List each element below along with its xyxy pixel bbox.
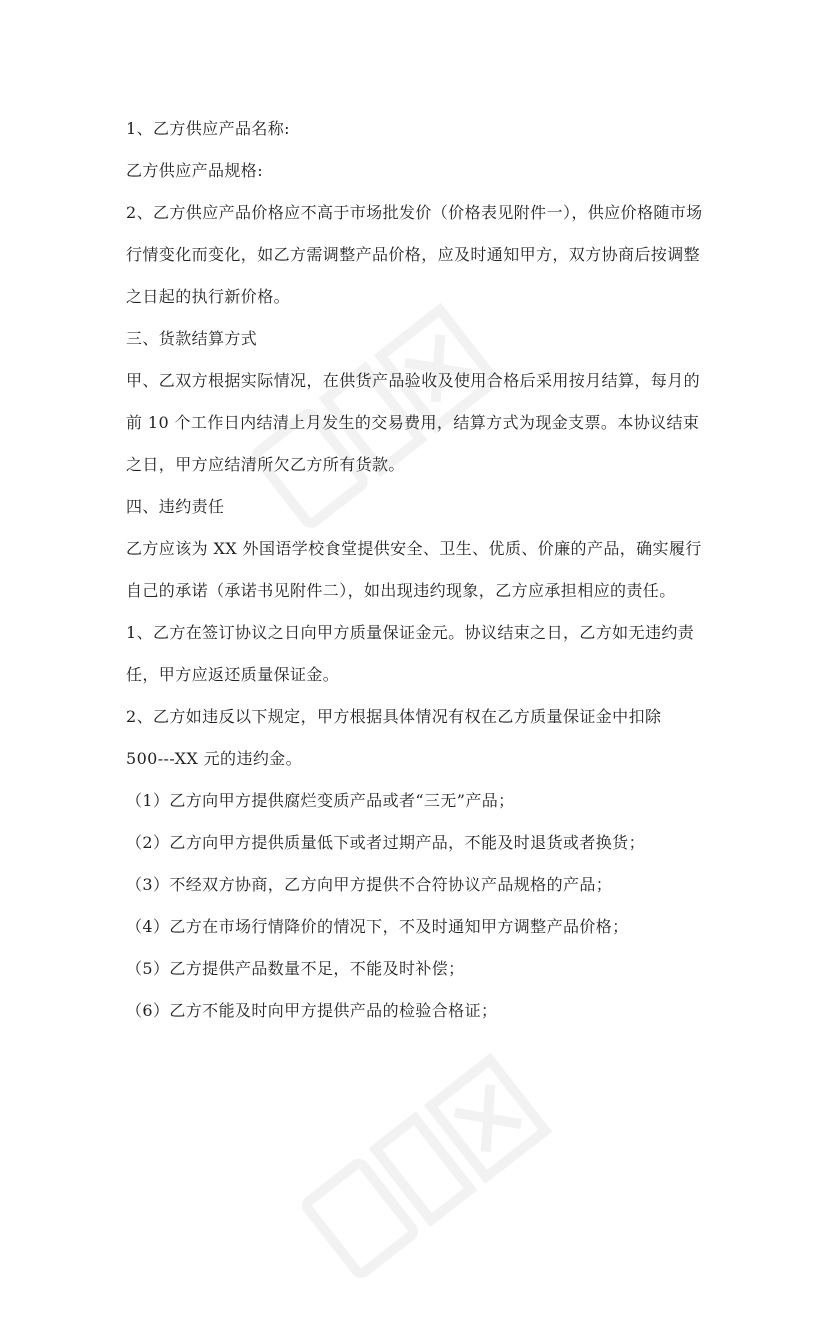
text-line: 2、乙方如违反以下规定，甲方根据具体情况有权在乙方质量保证金中扣除 <box>126 707 662 726</box>
text-line: 1、乙方供应产品名称: <box>126 119 290 138</box>
document-body <box>126 108 716 1032</box>
text-line: 甲、乙双方根据实际情况，在供货产品验收及使用合格后采用按月结算，每月的 <box>126 371 701 390</box>
text-line: 任，甲方应返还质量保证金。 <box>126 665 340 684</box>
text-line: 1、乙方在签订协议之日向甲方质量保证金元。协议结束之日，乙方如无违约责 <box>126 623 695 642</box>
text-line: 前 10 个工作日内结清上月发生的交易费用，结算方式为现金支票。本协议结束 <box>126 413 700 432</box>
text-line: 自己的承诺（承诺书见附件二），如出现违约现象，乙方应承担相应的责任。 <box>126 581 676 600</box>
section-heading: 三、货款结算方式 <box>126 329 258 348</box>
text-line: 乙方供应产品规格: <box>126 161 263 180</box>
list-item: （1）乙方向甲方提供腐烂变质产品或者“三无”产品； <box>126 791 515 810</box>
text-line: 2、乙方供应产品价格应不高于市场批发价（价格表见附件一），供应价格随市场 <box>126 203 703 222</box>
list-item: （2）乙方向甲方提供质量低下或者过期产品，不能及时退货或者换货； <box>126 833 645 852</box>
text-line: 乙方应该为 XX 外国语学校食堂提供安全、卫生、优质、价廉的产品，确实履行 <box>126 539 702 558</box>
text-line: 500---XX 元的违约金。 <box>126 749 303 768</box>
list-item: （4）乙方在市场行情降价的情况下，不及时通知甲方调整产品价格； <box>126 917 629 936</box>
list-item: （5）乙方提供产品数量不足，不能及时补偿； <box>126 959 465 978</box>
section-heading: 四、违约责任 <box>126 497 225 516</box>
list-item: （3）不经双方协商，乙方向甲方提供不合符协议产品规格的产品； <box>126 875 613 894</box>
text-line: 之日，甲方应结清所欠乙方所有货款。 <box>126 455 405 474</box>
list-item: （6）乙方不能及时向甲方提供产品的检验合格证； <box>126 1001 498 1020</box>
text-line: 行情变化而变化，如乙方需调整产品价格，应及时通知甲方，双方协商后按调整 <box>126 245 701 264</box>
text-line: 之日起的执行新价格。 <box>126 287 291 306</box>
watermark-logo-bottom <box>272 1019 588 1321</box>
